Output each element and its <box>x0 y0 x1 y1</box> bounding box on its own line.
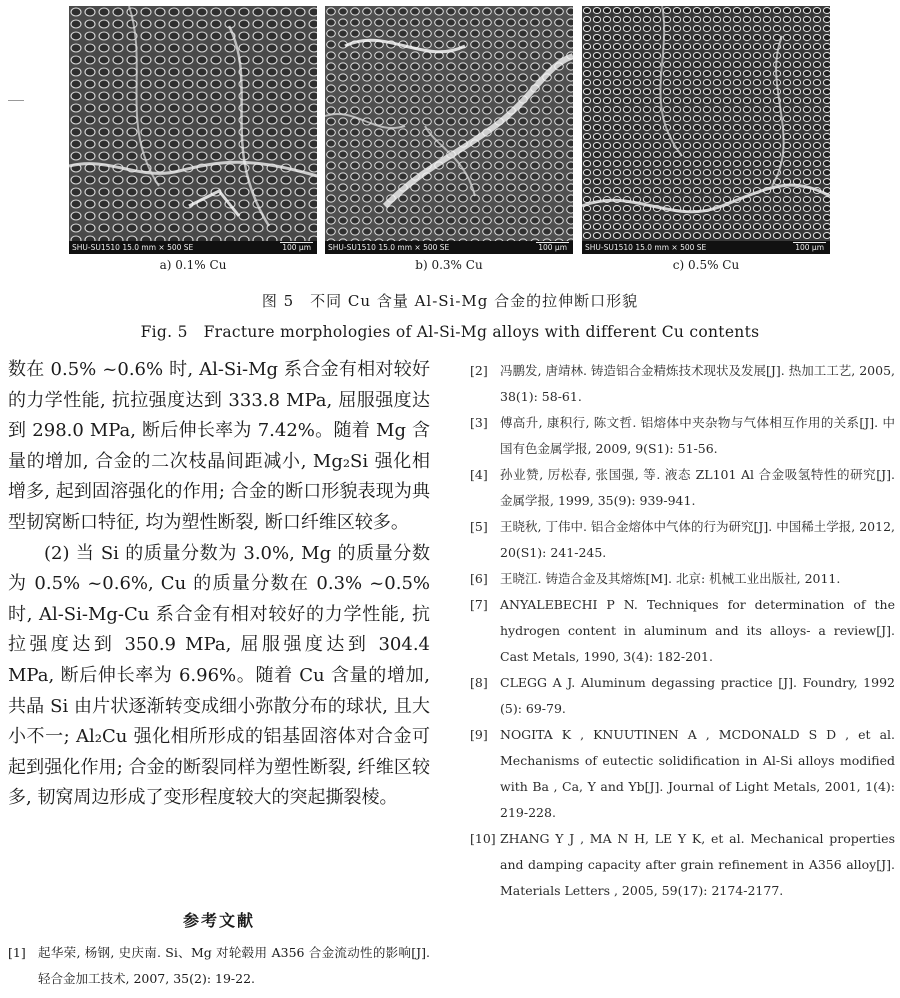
sem-info-bar-b <box>325 241 573 254</box>
reference-text: 傅高升, 康积行, 陈文哲. 铝熔体中夹杂物与气体相互作用的关系[J]. 中国有色金属学报, 2009, 9(S1): 51-56. <box>500 415 895 456</box>
reference-item <box>470 566 895 592</box>
sem-image-b <box>325 6 573 254</box>
reference-text: 孙业赞, 厉松春, 张国强, 等. 液态 ZL101 Al 合金吸氢特性的研究[J]. 金属学报, 1999, 35(9): 939-941. <box>500 467 895 508</box>
figure-label-a: a) 0.1% Cu <box>159 258 227 272</box>
scale-bar-label: 100 μm <box>538 243 567 252</box>
sem-info-bar-c <box>582 241 830 254</box>
reference-text: ZHANG Y J , MA N H, LE Y K, et al. Mechanical properties and damping capacity after grain refinement in A356 alloy[J]. Materials Letters , 2005, 59(17): 2174-2177. <box>500 831 895 898</box>
reference-text: NOGITA K , KNUUTINEN A , MCDONALD S D , et al. Mechanisms of eutectic solidification in Al-Si alloys modified with Ba , Ca, Y and Yb[J]. Journal of Light Metals, 2001, 1(4): 219-228. <box>500 727 895 820</box>
sem-info-text: SHU-SU1510 15.0 mm × 500 SE <box>328 243 450 252</box>
fracture-texture-a <box>69 6 317 254</box>
reference-item <box>8 940 430 992</box>
sem-info-text: SHU-SU1510 15.0 mm × 500 SE <box>72 243 194 252</box>
reference-number: [10] <box>470 831 496 846</box>
references-left-column <box>8 940 430 992</box>
reference-number: [9] <box>470 727 488 742</box>
sem-image-c <box>582 6 830 254</box>
reference-number: [7] <box>470 597 488 612</box>
scale-bar-label: 100 μm <box>282 243 311 252</box>
figure-caption-chinese: 图 5 不同 Cu 含量 Al-Si-Mg 合金的拉伸断口形貌 <box>261 292 639 310</box>
reference-text: 冯鹏发, 唐靖林. 铸造铝合金精炼技术现状及发展[J]. 热加工工艺, 2005, 38(1): 58-61. <box>500 363 895 404</box>
reference-number: [6] <box>470 571 488 586</box>
reference-number: [8] <box>470 675 488 690</box>
figure-label-b: b) 0.3% Cu <box>415 258 483 272</box>
fracture-texture-c <box>582 6 830 254</box>
reference-item <box>470 514 895 566</box>
figure-caption-english: Fig. 5 Fracture morphologies of Al-Si-Mg alloys with different Cu contents <box>140 323 760 341</box>
fracture-texture-b <box>325 6 573 254</box>
reference-text: 王晓江. 铸造合金及其熔炼[M]. 北京: 机械工业出版社, 2011. <box>500 571 841 586</box>
paragraph: (2) 当 Si 的质量分数为 3.0%, Mg 的质量分数为 0.5% ~0.6%, Cu 的质量分数在 0.3% ~0.5% 时, Al-Si-Mg-Cu 系合金有相对较好的力学性能, 抗拉强度达到 350.9 MPa, 屈服强度达到 304.4 MPa, 断后伸长率为 6.96%。随着 Cu 含量的增加, 共晶 Si 由片状逐渐转变成细小弥散分布的球状, 且大小不一; Al₂Cu 强化相所形成的铝基固溶体对合金可起到强化作用; 合金的断裂同样为塑性断裂, 纤维区较多, 韧窝周边形成了变形程度较大的突起撕裂棱。 <box>8 542 430 809</box>
reference-item <box>470 592 895 670</box>
reference-number: [1] <box>8 945 26 960</box>
sem-info-text: SHU-SU1510 15.0 mm × 500 SE <box>585 243 707 252</box>
sem-info-bar-a <box>69 241 317 254</box>
reference-text: ANYALEBECHI P N. Techniques for determination of the hydrogen content in aluminum and its alloys- a review[J]. Cast Metals, 1990, 3(4): 182-201. <box>500 597 895 664</box>
reference-item <box>470 722 895 826</box>
paragraph: 数在 0.5% ~0.6% 时, Al-Si-Mg 系合金有相对较好的力学性能, 抗拉强度达到 333.8 MPa, 屈服强度达到 298.0 MPa, 断后伸长率为 7.42%。随着 Mg 含量的增加, 合金的二次枝晶间距减小, Mg₂Si 强化相增多, 起到固溶强化的作用; 合金的断口形貌表现为典型韧窝断口特征, 均为塑性断裂, 断口纤维区较多。 <box>8 359 430 533</box>
reference-text: CLEGG A J. Aluminum degassing practice [J]. Foundry, 1992 (5): 69-79. <box>500 675 895 716</box>
body-text-left-column <box>8 355 430 814</box>
reference-item <box>470 358 895 410</box>
margin-mark <box>8 100 24 101</box>
figure-label-c: c) 0.5% Cu <box>672 258 740 272</box>
reference-item <box>470 410 895 462</box>
references-heading: 参考文献 <box>182 911 255 930</box>
reference-number: [3] <box>470 415 488 430</box>
scale-bar-label: 100 μm <box>795 243 824 252</box>
reference-item <box>470 670 895 722</box>
sem-image-a <box>69 6 317 254</box>
reference-text: 起华荣, 杨钢, 史庆南. Si、Mg 对轮毂用 A356 合金流动性的影响[J]. 轻合金加工技术, 2007, 35(2): 19-22. <box>38 945 430 986</box>
reference-item <box>470 826 895 904</box>
reference-number: [4] <box>470 467 488 482</box>
references-right-column <box>470 358 895 904</box>
reference-number: [5] <box>470 519 488 534</box>
reference-item <box>470 462 895 514</box>
reference-number: [2] <box>470 363 488 378</box>
reference-text: 王晓秋, 丁伟中. 铝合金熔体中气体的行为研究[J]. 中国稀土学报, 2012, 20(S1): 241-245. <box>500 519 895 560</box>
